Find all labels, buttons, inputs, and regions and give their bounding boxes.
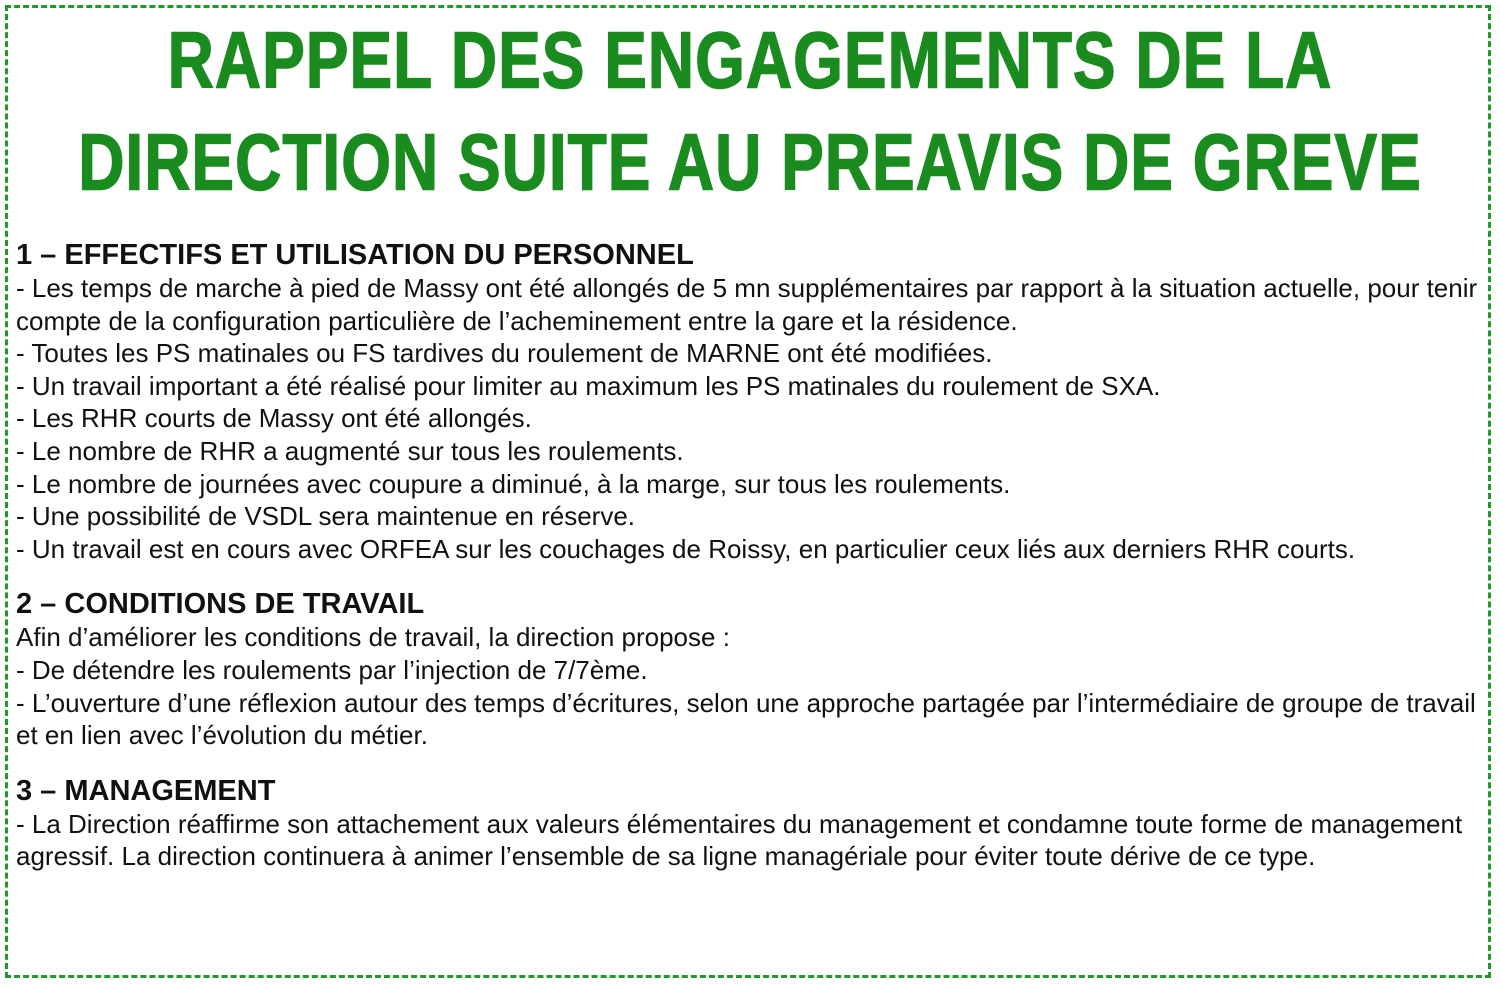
document-body xyxy=(16,238,1486,873)
paragraph: - La Direction réaffirme son attachement aux valeurs élémentaires du management et condamne toute forme de management agressif. La direction continuera à animer l’ensemble de sa ligne managériale pour éviter toute dérive de ce type. xyxy=(16,808,1463,872)
section-heading: 3 – MANAGEMENT xyxy=(16,774,276,807)
section-management xyxy=(16,774,1486,873)
paragraph: - Les RHR courts de Massy ont été allongés. xyxy=(16,403,532,434)
paragraph: - Les temps de marche à pied de Massy ont été allongés de 5 mn supplémentaires par rapport à la situation actuelle, pour tenir compte de la configuration particulière de l’acheminement entre la gare et la résidence. xyxy=(16,273,1478,336)
paragraph: - Le nombre de journées avec coupure a diminué, à la marge, sur tous les roulements. xyxy=(16,468,1011,499)
section-heading: 2 – CONDITIONS DE TRAVAIL xyxy=(16,588,425,621)
section-heading: 1 – EFFECTIFS ET UTILISATION DU PERSONNEL xyxy=(16,239,694,271)
section-effectifs xyxy=(16,238,1486,565)
paragraph: - Un travail important a été réalisé pour limiter au maximum les PS matinales du roulement de SXA. xyxy=(16,370,1161,401)
paragraph: - Toutes les PS matinales ou FS tardives du roulement de MARNE ont été modifiées. xyxy=(16,338,993,369)
paragraph: - Un travail est en cours avec ORFEA sur les couchages de Roissy, en particulier ceux liés aux derniers RHR courts. xyxy=(16,533,1356,564)
title-line-2: DIRECTION SUITE AU PREAVIS DE GREVE xyxy=(78,117,1422,207)
title-line-1: RAPPEL DES ENGAGEMENTS DE LA xyxy=(167,15,1333,105)
paragraph: - De détendre les roulements par l’injection de 7/7ème. xyxy=(16,654,648,685)
paragraph: - Une possibilité de VSDL sera maintenue en réserve. xyxy=(16,501,636,532)
section-conditions xyxy=(16,587,1486,751)
paragraph: - L’ouverture d’une réflexion autour des temps d’écritures, selon une approche partagée par l’intermédiaire de groupe de travail et en lien avec l’évolution du métier. xyxy=(16,687,1476,751)
paragraph: - Le nombre de RHR a augmenté sur tous les roulements. xyxy=(16,435,684,466)
paragraph: Afin d’améliorer les conditions de travail, la direction propose : xyxy=(16,622,730,653)
